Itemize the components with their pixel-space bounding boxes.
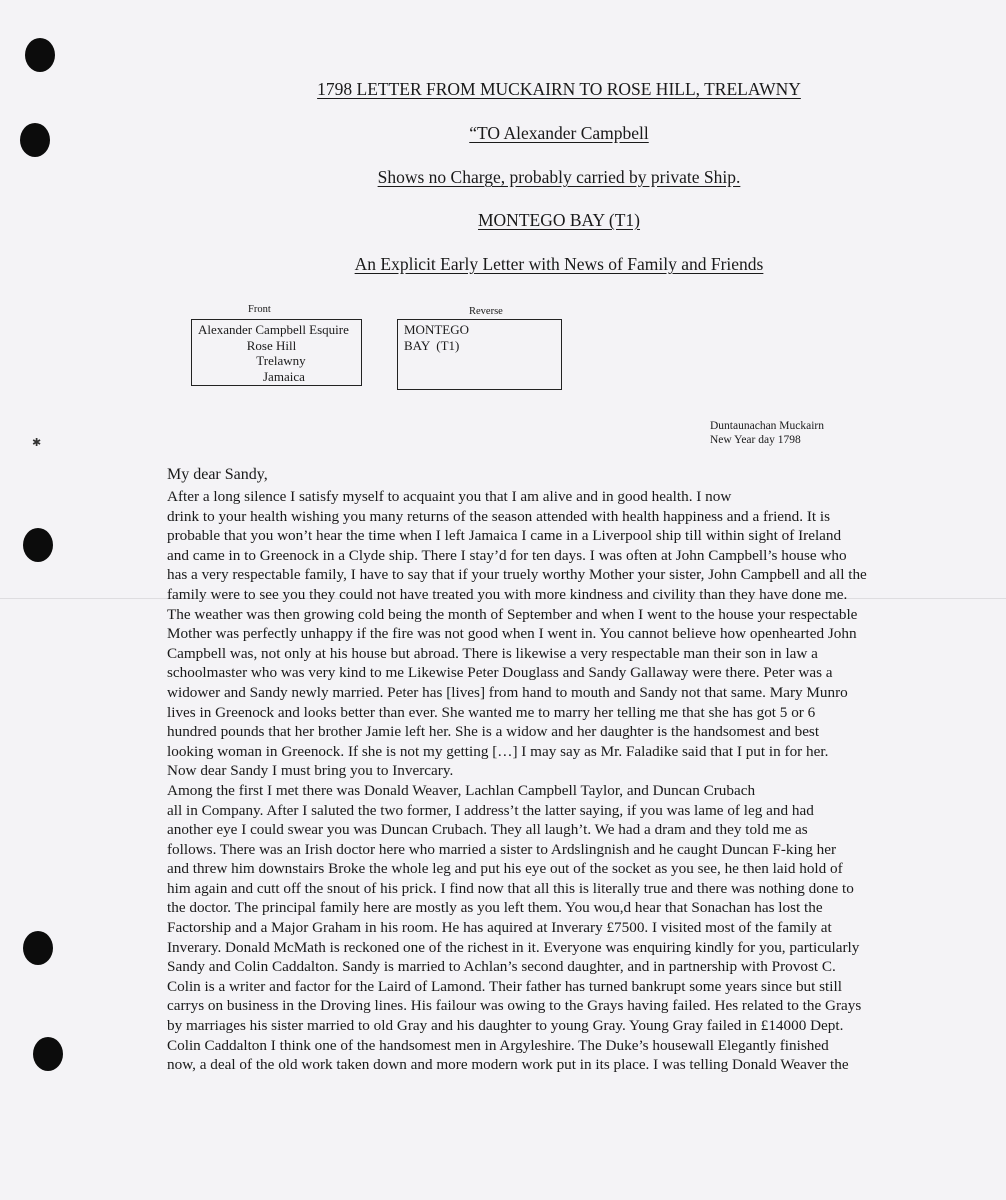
body-line: Inverary. Donald McMath is reckoned one of the richest in it. Everyone was enquiring kindly for you, particularly: [167, 938, 860, 956]
front-label: Front: [248, 304, 271, 315]
dateline-place: Duntaunachan Muckairn: [710, 420, 825, 432]
charge-note-text: Shows no Charge, probably carried by private Ship.: [377, 167, 741, 187]
body-line: After a long silence I satisfy myself to acquaint you that I am alive and in good health. I now: [167, 488, 732, 505]
paper-speck: ✱: [32, 437, 42, 449]
body-line: Mother was perfectly unhappy if the fire was not good when I went in. You cannot believe how openhearted John: [167, 625, 857, 643]
letter-body: [167, 487, 957, 1075]
front-cover-box: [191, 319, 362, 386]
reverse-address-line: MONTEGO: [404, 322, 469, 337]
body-line: and threw him downstairs Broke the whole leg and put his eye out of the socket as you see, he then laid hold of: [167, 860, 843, 878]
letter-salutation: My dear Sandy,: [167, 466, 268, 483]
addressee-heading: [0, 122, 1006, 144]
punch-hole-5: [33, 1037, 63, 1071]
body-line: the doctor. The principal family here are mostly as you left them. You wou,d hear that Sonachan has lost the: [167, 899, 823, 917]
body-line: follows. There was an Irish doctor here who married a sister to Ardslingnish and he caught Duncan F-king her: [167, 840, 837, 858]
body-line: looking woman in Greenock. If she is not my getting […] I may say as Mr. Faladike said that I put in for her.: [167, 742, 829, 760]
body-line: drink to your health wishing you many returns of the season attended with health happiness and a friend. It is: [167, 507, 831, 525]
reverse-address-line: BAY (T1): [404, 337, 460, 353]
body-line: probable that you won’t hear the time when I left Jamaica I came in a Liverpool ship till within sight of Ireland: [167, 527, 842, 545]
punch-hole-3: [23, 528, 53, 562]
front-address-line: Jamaica: [198, 368, 305, 384]
front-address-line: Rose Hill: [198, 337, 297, 353]
body-line: Colin Caddalton I think one of the handsomest men in Argyleshire. The Duke’s housewall Elegantly finished: [167, 1036, 829, 1054]
body-line: family were to see you they could not have treated you with more kindness and civility than they have done me.: [167, 585, 848, 603]
body-line: schoolmaster who was very kind to me Likewise Peter Douglass and Sandy Gallaway were there. Peter was a: [167, 664, 833, 682]
front-address-line: Trelawny: [198, 353, 306, 368]
punch-hole-4: [23, 931, 53, 965]
front-address-line: Alexander Campbell Esquire: [198, 322, 349, 337]
body-line: Campbell was, not only at his house but abroad. There is likewise a very respectable man their son in law a: [167, 644, 818, 662]
body-line: widower and Sandy newly married. Peter has [lives] from hand to mouth and Sandy not that same. Mary Munro: [167, 683, 848, 701]
body-line: Factorship and a Major Graham in his room. He has aquired at Inverary £7500. I visited most of the family at: [167, 919, 832, 937]
body-line: has a very respectable family, I have to say that if your truely worthy Mother your sister, John Campbell and all the: [167, 566, 867, 584]
body-line: The weather was then growing cold being the month of September and when I went to the house your respectable: [167, 605, 858, 623]
reverse-label: Reverse: [469, 306, 503, 317]
body-line: now, a deal of the old work taken down and more modern work put in its place. I was telling Donald Weaver the: [167, 1056, 849, 1074]
body-line: Now dear Sandy I must bring you to Invercary.: [167, 762, 454, 780]
letter-subtitle-heading: [0, 253, 1006, 275]
body-line: hundred pounds that her brother Jamie left her. She is a widow and her daughter is the handsomest and best: [167, 723, 820, 741]
body-line: him again and cutt off the snout of his prick. I find now that all this is literally true and there was nothing done to: [167, 879, 854, 897]
charge-note-heading: [0, 166, 1006, 188]
addressee-text: “TO Alexander Campbell: [469, 123, 649, 143]
letter-title-heading: [0, 78, 1006, 100]
body-line: and came in to Greenock in a Clyde ship. There I stay’d for ten days. I was often at John Campbell’s house who: [167, 546, 847, 564]
body-line: all in Company. After I saluted the two former, I address’t the latter saying, if you was lame of leg and had: [167, 801, 814, 819]
letter-title-text: 1798 LETTER FROM MUCKAIRN TO ROSE HILL, TRELAWNY: [317, 79, 801, 99]
reverse-cover-box: [397, 319, 562, 390]
body-line: Colin is a writer and factor for the Laird of Lamond. Their father has turned bankrupt some years since but still: [167, 977, 842, 995]
body-line: Among the first I met there was Donald Weaver, Lachlan Campbell Taylor, and Duncan Crubach: [167, 781, 756, 799]
dateline-date: New Year day 1798: [710, 434, 801, 446]
body-line: by marriages his sister married to old Gray and his daughter to young Gray. Young Gray failed in £14000 Dept.: [167, 1017, 844, 1035]
body-line: lives in Greenock and looks better than ever. She wanted me to marry her telling me that she has got 5 or 6: [167, 703, 816, 721]
body-line: Sandy and Colin Caddalton. Sandy is married to Achlan’s second daughter, and in partnership with Provost C.: [167, 958, 836, 976]
body-line: another eye I could swear you was Duncan Crubach. They all laugh’t. We had a dram and they told me as: [167, 821, 808, 839]
letter-dateline: [710, 419, 824, 447]
postmark-town-text: MONTEGO BAY (T1): [477, 210, 641, 230]
letter-subtitle-text: An Explicit Early Letter with News of Family and Friends: [354, 254, 764, 274]
body-line: carrys on business in the Droving lines. His failour was owing to the Grays having failed. Hes related to the Grays: [167, 997, 862, 1015]
punch-hole-1: [25, 38, 55, 72]
postmark-town-heading: [0, 209, 1006, 231]
